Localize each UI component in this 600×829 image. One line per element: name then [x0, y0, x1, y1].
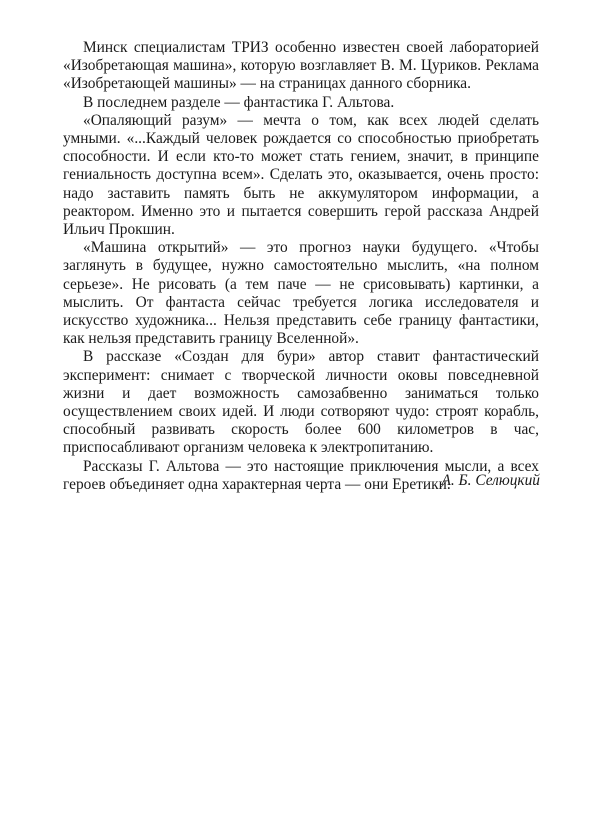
- paragraph-minsk-triz: Минск специалистам ТРИЗ особенно известен своей лабораторией «Изобретающая машина», которую возглавляет В. М. Цуриков. Реклама «Изобретающей машины» — на страницах данного сборника.: [63, 39, 539, 93]
- article-body: [63, 39, 539, 494]
- paragraph-mashina-otkrytiy: «Машина открытий» — это прогноз науки будущего. «Чтобы заглянуть в будущее, нужно самостоятельно мыслить, «на полном серьезе». Не рисовать (а тем паче — не срисовывать) картинки, а мыслить. От фантаста сейчас требуется логика исследователя и искусство художника... Нельзя представить себе границу фантастики, как нельзя представить границу Вселенной».: [63, 239, 539, 348]
- author-signature: А. Б. Селюцкий: [441, 472, 540, 489]
- paragraph-last-section: В последнем разделе — фантастика Г. Альтова.: [83, 93, 395, 111]
- paragraph-opalyayushchiy-razum: «Опаляющий разум» — мечта о том, как всех людей сделать умными. «...Каждый человек рождается со способностью приобретать способности. И если кто-то может стать гением, значит, в принципе гениальность доступна всем». Сделать это, оказывается, очень просто: надо заставить память быть не аккумулятором информации, а реактором. Именно это и пытается совершить герой рассказа Андрей Ильич Прокшин.: [63, 111, 539, 239]
- paragraph-conclusion: Рассказы Г. Альтова — это настоящие приключения мысли, а всех героев объединяет одна характерная черта — они Еретики.: [63, 457, 539, 493]
- paragraph-sozdan-dlya-buri: В рассказе «Создан для бури» автор ставит фантастический эксперимент: снимает с творческой личности оковы повседневной жизни и дает возможность самозабвенно заниматься только осуществлением своих идей. И люди сотворяют чудо: строят корабль, способный развивать скорость более 600 километров в час, приспосабливают организм человека к электропитанию.: [63, 348, 539, 457]
